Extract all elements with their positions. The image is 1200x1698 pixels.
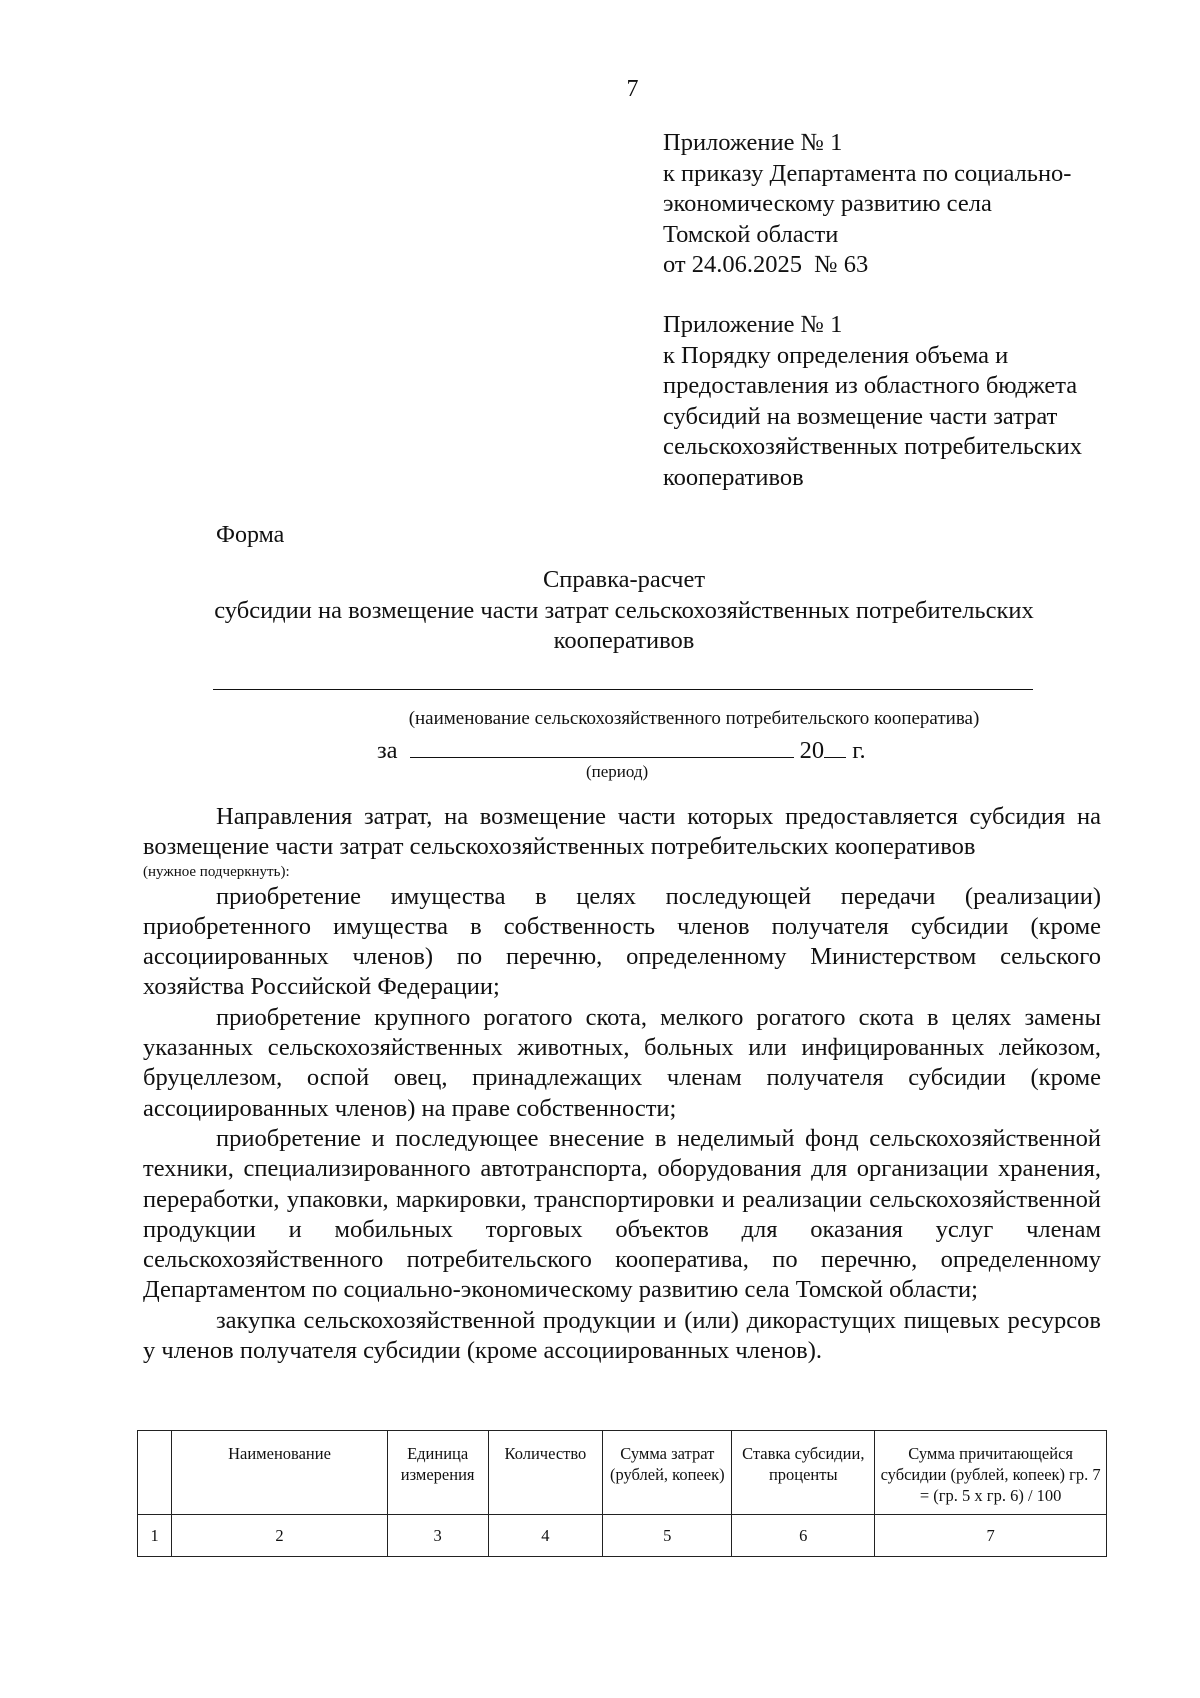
period-blank[interactable]: [410, 733, 794, 758]
appendix-order-line: экономическому развитию села: [663, 190, 992, 217]
appendix-procedure-line: предоставления из областного бюджета: [663, 372, 1078, 399]
appendix-order-line: Приложение № 1: [663, 129, 843, 156]
intro-note: (нужное подчеркнуть):: [143, 863, 290, 880]
year-suffix: г.: [852, 737, 866, 764]
cooperative-name-caption: (наименование сельскохозяйственного потребительского кооператива): [408, 708, 980, 729]
table-header-cell: Ставка субсидии, проценты: [732, 1431, 875, 1515]
table-row: [138, 1515, 1107, 1557]
calculation-table: [137, 1430, 1107, 1557]
document-title: [140, 565, 1108, 657]
table-number-cell: 5: [603, 1515, 732, 1557]
appendix-order-line: к приказу Департамента по социально-: [663, 159, 1072, 187]
appendix-order-block: [663, 128, 1183, 281]
appendix-order-line: от 24.06.2025 № 63: [663, 251, 869, 278]
appendix-procedure-line: субсидий на возмещение части затрат: [663, 402, 1058, 430]
intro-text: Направления затрат, на возмещение части которых предоставляется субсидия на возмещение части затрат сельскохозяйственных потребительских кооперативов: [143, 803, 1101, 861]
appendix-procedure-line: Приложение № 1: [663, 311, 843, 338]
title-line: кооперативов: [553, 627, 695, 654]
table-number-cell: 7: [875, 1515, 1107, 1557]
table-header-cell: Количество: [488, 1431, 603, 1515]
year-prefix: 20: [799, 737, 825, 764]
cooperative-name-blank[interactable]: [213, 689, 1033, 690]
intro-paragraph: [143, 802, 1101, 882]
title-line: Справка-расчет: [542, 566, 706, 593]
table-number-cell: 6: [732, 1515, 875, 1557]
body-text: [143, 802, 1101, 1366]
year-blank[interactable]: [824, 733, 846, 758]
table-number-cell: 4: [488, 1515, 603, 1557]
period-prefix: за: [377, 737, 398, 764]
period-row: [377, 733, 866, 765]
expense-item: приобретение крупного рогатого скота, мелкого рогатого скота в целях замены указанных сельскохозяйственных животных, больных или инфицированных лейкозом, бруцеллезом, оспой овец, принадлежащих членам получателя субсидии (кроме ассоциированных членов) на праве собственности;: [143, 1003, 1101, 1122]
title-line: субсидии на возмещение части затрат сельскохозяйственных потребительских: [214, 596, 1034, 624]
period-caption: (период): [586, 762, 649, 781]
table-header-cell: Единица измерения: [387, 1431, 488, 1515]
table-header-cell: [138, 1431, 172, 1515]
appendix-order-line: Томской области: [663, 220, 839, 248]
expense-item: закупка сельскохозяйственной продукции и (или) дикорастущих пищевых ресурсов у членов получателя субсидии (кроме ассоциированных членов).: [143, 1306, 1101, 1365]
table-header-cell: Наименование: [172, 1431, 388, 1515]
appendix-procedure-block: [663, 310, 1183, 493]
page-number: 7: [626, 76, 639, 102]
appendix-procedure-line: сельскохозяйственных потребительских: [663, 433, 1083, 460]
table-number-cell: 2: [172, 1515, 388, 1557]
appendix-procedure-line: кооперативов: [663, 463, 804, 491]
table-number-cell: 1: [138, 1515, 172, 1557]
table-header-cell: Сумма причитающейся субсидии (рублей, копеек) гр. 7 = (гр. 5 х гр. 6) / 100: [875, 1431, 1107, 1515]
table-header-cell: Сумма затрат (рублей, копеек): [603, 1431, 732, 1515]
appendix-procedure-line: к Порядку определения объема и: [663, 341, 1009, 369]
table-header-row: [138, 1431, 1107, 1515]
form-label: Форма: [216, 522, 285, 548]
expense-item: приобретение и последующее внесение в неделимый фонд сельскохозяйственной техники, специализированного автотранспорта, оборудования для организации хранения, переработки, упаковки, маркировки, транспортировки и реализации сельскохозяйственной продукции и мобильных торговых объектов для оказания услуг членам сельскохозяйственного потребительского кооператива, по перечню, определенному Департаментом по социально-экономическому развитию села Томской области;: [143, 1124, 1101, 1304]
table-number-cell: 3: [387, 1515, 488, 1557]
expense-item: приобретение имущества в целях последующей передачи (реализации) приобретенного имущества в собственность членов получателя субсидии (кроме ассоциированных членов) по перечню, определенному Министерством сельского хозяйства Российской Федерации;: [143, 882, 1101, 1001]
